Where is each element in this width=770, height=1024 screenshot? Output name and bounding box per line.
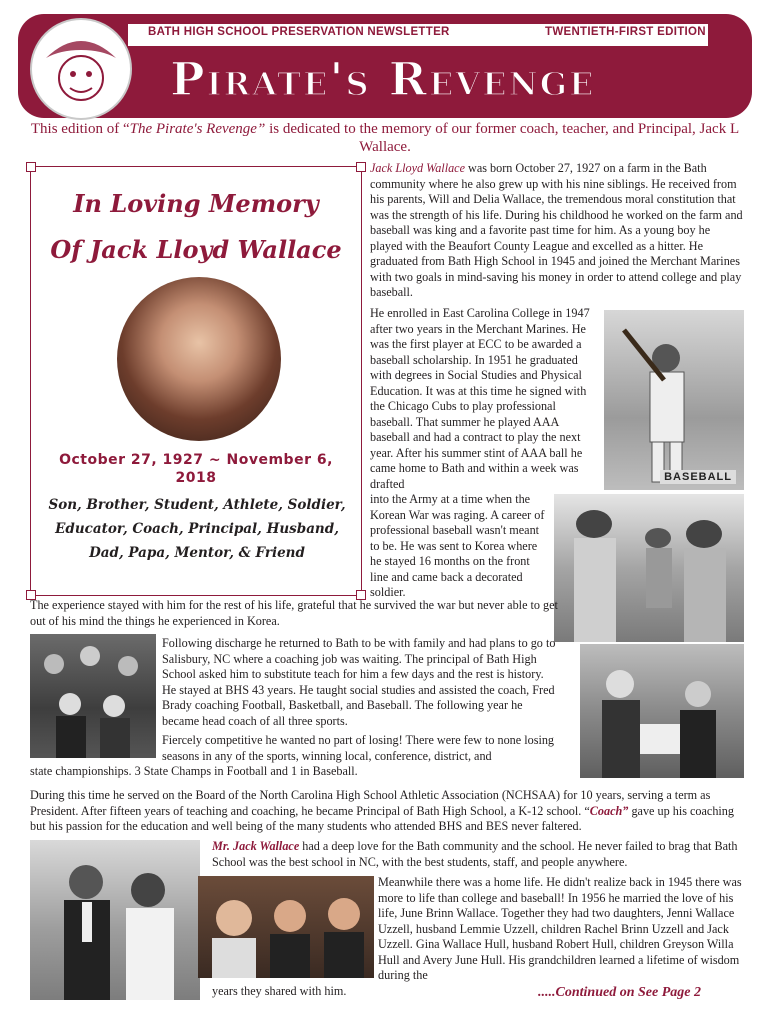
paragraph-2c: The experience stayed with him for the rest of his life, grateful that he survived the war but never able to get out of his mind the things he experienced in Korea.	[30, 598, 558, 628]
family-photo	[198, 876, 374, 978]
paragraph-2: He enrolled in East Carolina College in 1947 after two years in the Merchant Marines. He was the first player at ECC to be awarded a baseball scholarship. In 1951 he graduated with degrees in Social Studies and Physical Education. It was at this time he signed with the Chicago Cubs to play professional baseball. That summer he played AAA baseball and had a contract to play the next year. After his summer stint of AAA ball he came home to Bath and within a week was drafted	[370, 306, 590, 491]
memorial-name: Of Jack Lloyd Wallace	[50, 235, 342, 264]
edition-label: TWENTIETH-FIRST EDITION	[545, 26, 706, 38]
paragraph-6: Mr. Jack Wallace had a deep love for the Bath community and the school. He never failed to brag that Bath School was the best school in NC, with the best students, staff, and people anywhere.	[212, 839, 738, 869]
baseball-label: BASEBALL	[660, 470, 736, 484]
memorial-box	[30, 166, 362, 596]
team-photo	[30, 634, 156, 758]
memorial-roles: Son, Brother, Student, Athlete, Soldier, Educator, Coach, Principal, Husband, Dad, Papa, Mentor, & Friend	[48, 497, 346, 561]
paragraph-3: Following discharge he returned to Bath to be with family and had plans to go to Salisbury, NC where a coaching job was waiting. The principal of Bath High School asked him to substitute teach for him a few days and the rest is history. He stayed at BHS 43 years. He taught social studies and assisted the coach, Fred Brady coaching Football, Basketball, and Baseball. The following year he became head coach of all three sports.	[162, 636, 556, 728]
masthead-title: Pirate's Revenge	[170, 52, 596, 106]
newsletter-name: BATH HIGH SCHOOL PRESERVATION NEWSLETTER	[148, 26, 450, 38]
portrait-photo	[117, 277, 281, 441]
paragraph-7b: years they shared with him.	[212, 984, 347, 998]
pirate-logo	[30, 18, 132, 120]
dedication-line: This edition of “The Pirate's Revenge” is dedicated to the memory of our former coach, teacher, and Principal, Jack L Wallace.	[30, 121, 740, 155]
paragraph-4: Fiercely competitive he wanted no part of losing! There were few to none losing seasons in any of the sports, winning local, conference, district, and	[162, 733, 555, 763]
army-photo	[554, 494, 744, 642]
baseball-photo	[604, 310, 744, 490]
memorial-dates: October 27, 1927 ~ November 6, 2018	[59, 452, 333, 486]
coach-photo	[580, 644, 744, 778]
paragraph-2b: into the Army at a time when the Korean War was raging. A career of professional baseball wasn't meant to be. He was sent to Korea where he stayed 16 months on the front line and came back a decorated soldier.	[370, 492, 545, 599]
paragraph-1: Jack Lloyd Wallace was born October 27, 1927 on a farm in the Bath community where he also grew up with his nine siblings. He received from his parents, Will and Delia Wallace, the tremendous moral constitution that was the strength of his life. During his childhood he worked on the farm and baseball was king and a favorite past time for him. As a young boy he played with the Beaufort County League and excelled as a hitter. He graduated from Bath High School in 1945 and joined the Merchant Marines with two goals in mind-saving his money in order to attend college and play baseball.	[370, 161, 743, 299]
memorial-heading: In Loving Memory	[73, 189, 319, 218]
wedding-photo	[30, 840, 200, 1000]
continued-link[interactable]: .....Continued on See Page 2	[538, 985, 701, 1000]
paragraph-4b: state championships. 3 State Champs in Football and 1 in Baseball.	[30, 764, 358, 778]
paragraph-5: During this time he served on the Board of the North Carolina High School Athletic Association (NCHSAA) for 10 years, serving a term as President. After fifteen years of teaching and coaching, he became Principal of Bath High School, a K-12 school. “Coach” gave up his coaching but his passion for the education and well being of the many students who attended BHS and BES never faltered.	[30, 788, 734, 833]
paragraph-7: Meanwhile there was a home life. He didn't realize back in 1945 there was more to life than college and baseball! In 1956 he married the love of his life, June Brinn Wallace. Together they had two daughters, Jenni Wallace Uzzell, husband Lemmie Uzzell, children Rachel Brinn Uzzell and Jack Uzzell. Gina Wallace Hull, husband Robert Hull, children Greyson Willa Hull and Avery June Hull. His grandchildren learned a lifetime of wisdom during the	[378, 875, 742, 982]
